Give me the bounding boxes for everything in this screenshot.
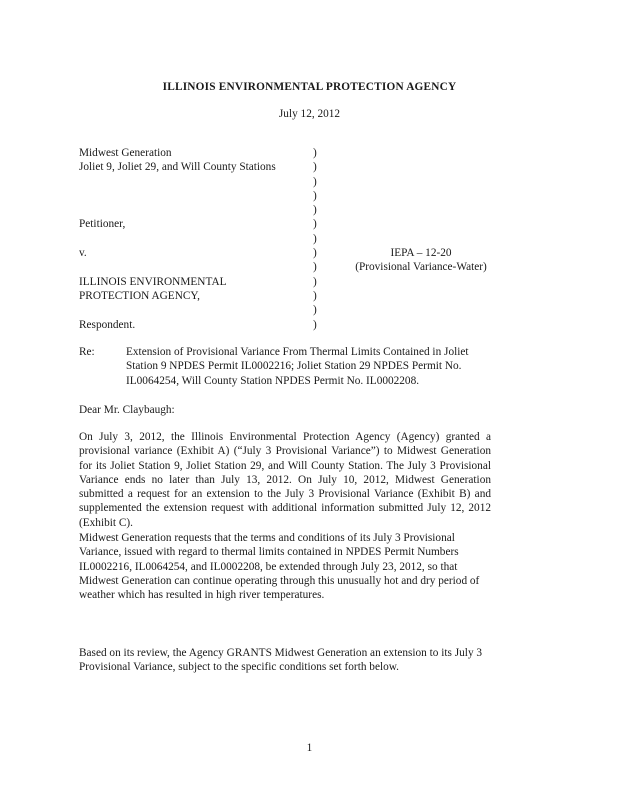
caption-paren: ) xyxy=(313,147,317,159)
body-paragraph: Midwest Generation requests that the terms and conditions of its July 3 Provisional Variance, issued with regard to thermal limits contained in NPDES Permit Numbers IL0002216, IL0064254, and IL0002208, be extended through July 23, 2012, so that Midwest Generation can continue operating through this unusually hot and dry period of weather which has resulted in high river temperatures. xyxy=(79,532,480,602)
re-label: Re: xyxy=(79,346,95,358)
respondent-name-line2: PROTECTION AGENCY, xyxy=(79,289,200,302)
body-paragraph: Based on its review, the Agency GRANTS Midwest Generation an extension to its July 3 Provisional Variance, subject to the specific conditions set forth below. xyxy=(79,647,483,674)
caption-paren: ) xyxy=(313,189,317,202)
agency-heading: ILLINOIS ENVIRONMENTAL PROTECTION AGENCY xyxy=(162,81,457,93)
caption-paren: ) xyxy=(313,247,317,260)
case-caption xyxy=(79,146,499,332)
versus-label: v. xyxy=(79,247,87,260)
re-subject: Extension of Provisional Variance From Thermal Limits Contained in Joliet Station 9 NPDES Permit IL0002216; Joliet Station 29 NPDES Permit No. IL0064254, Will County Station NPDES Permit No. IL0002208. xyxy=(126,346,469,387)
petitioner-stations: Joliet 9, Joliet 29, and Will County Stations xyxy=(79,161,276,174)
caption-paren: ) xyxy=(313,232,317,245)
petitioner-name: Midwest Generation xyxy=(79,147,172,159)
respondent-label: Respondent. xyxy=(79,318,136,331)
caption-paren: ) xyxy=(313,261,317,274)
case-number: IEPA – 12-20 xyxy=(390,247,452,260)
case-type: (Provisional Variance-Water) xyxy=(355,261,487,274)
caption-paren: ) xyxy=(313,318,317,331)
caption-paren: ) xyxy=(313,175,317,188)
caption-paren: ) xyxy=(313,218,317,231)
caption-paren: ) xyxy=(313,161,317,174)
caption-paren: ) xyxy=(313,204,317,217)
respondent-name-line1: ILLINOIS ENVIRONMENTAL xyxy=(79,275,227,288)
re-line xyxy=(79,345,491,388)
body-paragraph: On July 3, 2012, the Illinois Environmental Protection Agency (Agency) granted a provisional variance (Exhibit A) (“July 3 Provisional Variance”) to Midwest Generation for its Joliet Station 9, Joliet Station 29, and Will County Station. The July 3 Provisional Variance ends no later than July 13, 2012. On July 10, 2012, Midwest Generation submitted a request for an extension to the July 3 Provisional Variance (Exhibit B) and supplemented the extension request with additional information submitted July 12, 2012 (Exhibit C). xyxy=(79,431,491,529)
document-date: July 12, 2012 xyxy=(278,108,341,120)
caption-paren: ) xyxy=(313,289,317,302)
salutation: Dear Mr. Claybaugh: xyxy=(79,404,175,416)
caption-paren: ) xyxy=(313,304,317,317)
petitioner-label: Petitioner, xyxy=(79,218,126,231)
page-number: 1 xyxy=(306,742,313,754)
caption-paren: ) xyxy=(313,275,317,288)
